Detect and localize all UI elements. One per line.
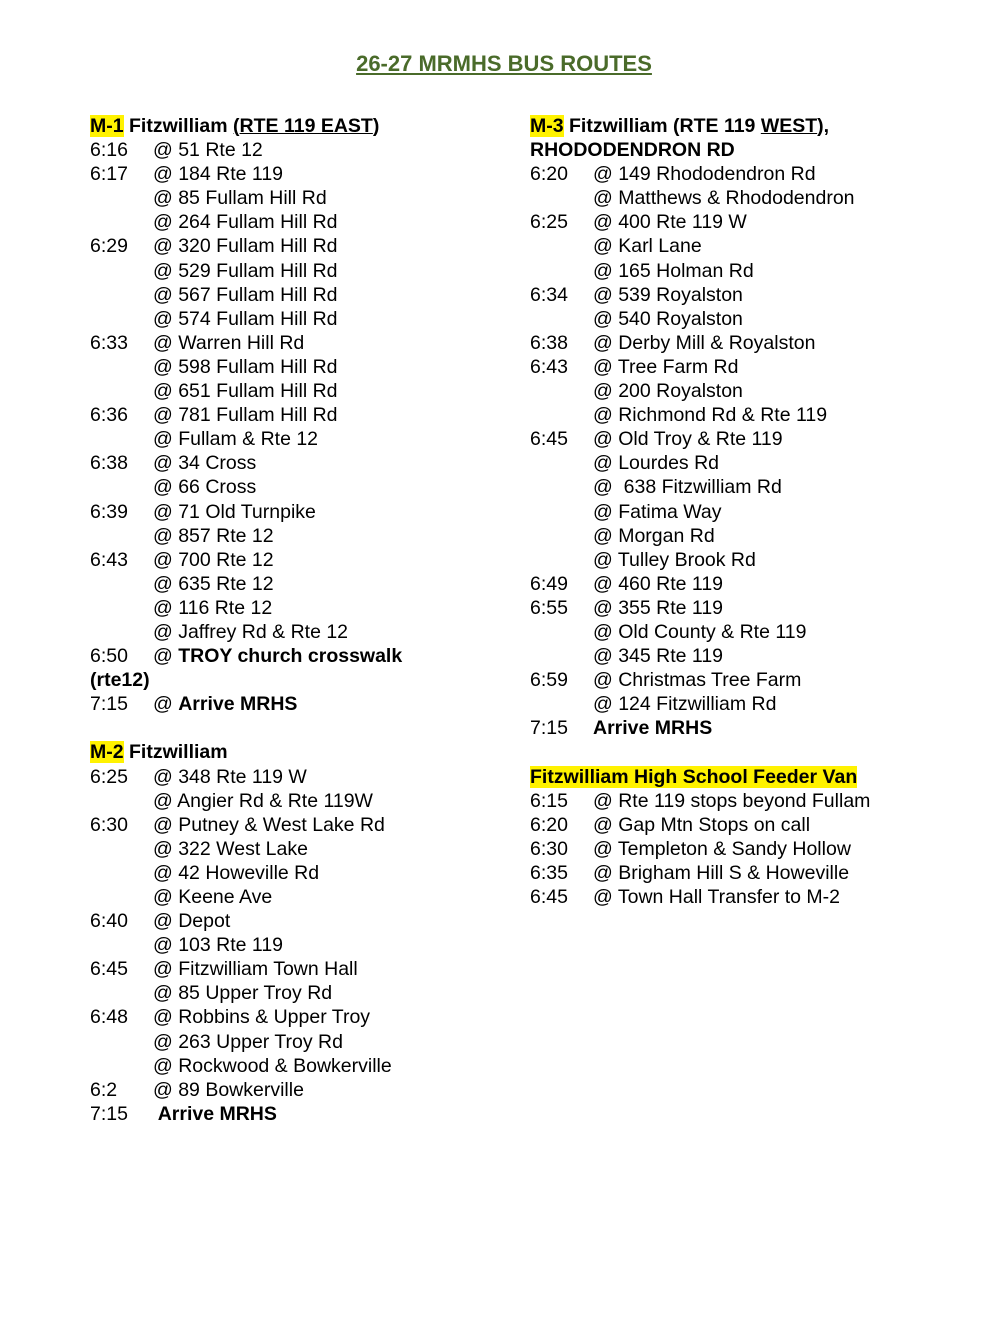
arrival-row <box>530 716 970 740</box>
stop-location: @ 34 Cross <box>153 452 257 475</box>
stop-location: @ 71 Old Turnpike <box>153 500 316 523</box>
stop-time <box>530 548 593 572</box>
stop-location: @ 529 Fullam Hill Rd <box>153 259 338 282</box>
stop-row <box>90 403 510 427</box>
arrival-label: Arrive MRHS <box>178 693 298 716</box>
stop-time <box>90 283 153 307</box>
stop-location: @ Richmond Rd & Rte 119 <box>593 404 828 427</box>
stop-time <box>530 307 593 331</box>
stop-row <box>90 933 510 957</box>
stop-row <box>90 475 510 499</box>
stop-time <box>90 1054 153 1078</box>
stop-time <box>90 789 153 813</box>
arrival-label: Arrive MRHS <box>153 1102 277 1125</box>
stop-time <box>530 234 593 258</box>
stop-row <box>90 620 510 644</box>
stop-row <box>90 861 510 885</box>
route-m3-stops <box>530 162 970 716</box>
stop-row <box>530 307 970 331</box>
stop-location: @ 264 Fullam Hill Rd <box>153 211 338 234</box>
stop-row <box>530 331 970 355</box>
stop-row <box>90 331 510 355</box>
stop-time: 6:25 <box>530 211 568 234</box>
route-m2 <box>90 740 510 1126</box>
stop-row <box>530 837 970 861</box>
stop-row <box>530 644 970 668</box>
stop-row <box>90 813 510 837</box>
route-m1-stops <box>90 138 510 644</box>
stop-time: 6:34 <box>530 283 568 306</box>
stop-location: @ Christmas Tree Farm <box>593 669 802 692</box>
stop-row <box>90 981 510 1005</box>
route-m2-header <box>90 740 510 764</box>
stop-location: @ Tree Farm Rd <box>593 355 739 378</box>
stop-location: @ 567 Fullam Hill Rd <box>153 283 338 306</box>
stop-location: @ 320 Fullam Hill Rd <box>153 235 338 258</box>
stop-location: @ Depot <box>153 910 231 933</box>
route-name: Fitzwilliam <box>129 741 228 764</box>
stop-time: 6:48 <box>90 1006 128 1029</box>
stop-time: 6:15 <box>530 789 568 812</box>
stop-location: @ Lourdes Rd <box>593 452 720 475</box>
arrival-row <box>90 1102 510 1126</box>
stop-time: 6:45 <box>530 428 568 451</box>
stop-time <box>530 620 593 644</box>
route-m1 <box>90 114 510 716</box>
stop-time: 6:30 <box>90 813 128 836</box>
stop-row <box>530 813 970 837</box>
stop-time: 6:38 <box>90 452 128 475</box>
stop-location: @ Morgan Rd <box>593 524 715 547</box>
stop-row <box>530 162 970 186</box>
route-direction: (RTE 119 EAST <box>233 115 373 137</box>
route-code: M-3 <box>530 115 564 137</box>
stop-time <box>90 1030 153 1054</box>
arrival-row: 7:15 @ Arrive MRHS <box>90 693 298 716</box>
stop-row <box>530 355 970 379</box>
stop-time <box>90 307 153 331</box>
stop-time: 6:43 <box>530 355 568 378</box>
stop-row <box>90 1054 510 1078</box>
stop-row <box>530 548 970 572</box>
stop-row <box>530 259 970 283</box>
stop-row <box>530 186 970 210</box>
stop-location: @ 66 Cross <box>153 476 257 499</box>
stop-location: @ 85 Upper Troy Rd <box>153 982 333 1005</box>
stop-location: @ 460 Rte 119 <box>593 572 724 595</box>
stop-time <box>90 620 153 644</box>
stop-row <box>90 234 510 258</box>
stop-row <box>90 162 510 186</box>
stop-row <box>90 1005 510 1029</box>
stop-location: @ Tulley Brook Rd <box>593 548 756 571</box>
stop-row <box>530 861 970 885</box>
stop-row <box>530 427 970 451</box>
stop-time <box>90 572 153 596</box>
stop-row <box>90 909 510 933</box>
stop-time <box>90 355 153 379</box>
stop-location: @ Fitzwilliam Town Hall <box>153 958 358 981</box>
stop-location: @ Gap Mtn Stops on call <box>593 813 811 836</box>
stop-location: @ 638 Fitzwilliam Rd <box>593 476 782 499</box>
stop-location: @ Old County & Rte 119 <box>593 620 807 643</box>
stop-location: @ 263 Upper Troy Rd <box>153 1030 343 1053</box>
stop-location: @ Rockwood & Bowkerville <box>153 1054 392 1077</box>
stop-row <box>530 403 970 427</box>
stop-row <box>530 572 970 596</box>
route-name: Fitzwilliam (RTE 119 <box>569 115 761 137</box>
stop-location: @ Putney & West Lake Rd <box>153 813 385 836</box>
stop-time <box>90 596 153 620</box>
stop-row <box>530 283 970 307</box>
stop-time <box>90 210 153 234</box>
route-m3-header: M-3 Fitzwilliam (RTE 119 WEST), <box>530 115 830 137</box>
stop-row <box>90 427 510 451</box>
stop-row <box>530 692 970 716</box>
stop-location: @ 348 Rte 119 W <box>153 765 307 788</box>
stop-location: @ Old Troy & Rte 119 <box>593 428 783 451</box>
route-name: Fitzwilliam <box>129 115 228 137</box>
stop-row <box>90 548 510 572</box>
stop-row <box>90 572 510 596</box>
stop-row <box>90 307 510 331</box>
stop-time <box>90 427 153 451</box>
stop-row <box>530 524 970 548</box>
stop-location: @ Fatima Way <box>593 500 722 523</box>
stop-continuation: (rte12) <box>90 669 150 692</box>
stop-row <box>90 596 510 620</box>
stop-time: 6:29 <box>90 235 128 258</box>
stop-location: @ Keene Ave <box>153 886 273 908</box>
stop-time: 7:15 <box>530 717 568 740</box>
route-code: M-1 <box>90 115 124 137</box>
stop-location: @ 574 Fullam Hill Rd <box>153 307 338 330</box>
stop-row <box>90 885 510 909</box>
stop-time <box>530 500 593 524</box>
stop-row <box>530 885 970 909</box>
stop-location: @ Templeton & Sandy Hollow <box>593 837 851 860</box>
feeder-van-header <box>530 765 970 789</box>
stop-location: @ 184 Rte 119 <box>153 163 284 186</box>
stop-location: TROY church crosswalk <box>178 645 403 668</box>
stop-time: 6:33 <box>90 331 128 354</box>
stop-row <box>90 186 510 210</box>
stop-row <box>90 524 510 548</box>
stop-row: 6:50 @ TROY church crosswalk <box>90 645 403 668</box>
stop-location: @ 539 Royalston <box>593 283 743 306</box>
stop-location: @ 355 Rte 119 <box>593 596 724 619</box>
stop-time <box>530 259 593 283</box>
stop-row <box>530 234 970 258</box>
stop-time: 6:40 <box>90 910 128 933</box>
stop-location: @ Jaffrey Rd & Rte 12 <box>153 620 349 643</box>
stop-time <box>90 933 153 957</box>
stop-location: @ 200 Royalston <box>593 380 743 403</box>
stop-location: @ Matthews & Rhododendron <box>593 187 855 210</box>
stop-row <box>530 379 970 403</box>
stop-row <box>90 138 510 162</box>
stop-location: @ 635 Rte 12 <box>153 572 274 595</box>
stop-time: 6:2 <box>90 1078 118 1101</box>
stop-time <box>530 644 593 668</box>
stop-location: @ 345 Rte 119 <box>593 645 724 668</box>
stop-location: @ 781 Fullam Hill Rd <box>153 404 338 427</box>
stop-time: 6:39 <box>90 500 128 523</box>
route-m3 <box>530 114 970 740</box>
stop-location: @ Angier Rd & Rte 119W <box>153 789 373 812</box>
stop-row <box>530 789 970 813</box>
stop-time: 6:59 <box>530 669 568 692</box>
stop-time <box>90 259 153 283</box>
stop-row <box>90 789 510 813</box>
stop-time <box>530 186 593 210</box>
stop-time: 6:17 <box>90 163 128 186</box>
stop-location: @ 116 Rte 12 <box>153 596 273 619</box>
stop-time: 6:45 <box>530 886 568 908</box>
stop-location: @ 400 Rte 119 W <box>593 211 747 234</box>
stop-location: @ Brigham Hill S & Howeville <box>593 861 850 884</box>
stop-row <box>530 500 970 524</box>
stop-location: @ 322 West Lake <box>153 837 308 860</box>
stop-row <box>90 1078 510 1102</box>
stop-row <box>530 451 970 475</box>
stop-time <box>530 692 593 716</box>
stop-location: @ Warren Hill Rd <box>153 331 305 354</box>
stop-row <box>90 451 510 475</box>
stop-row <box>90 210 510 234</box>
stop-row <box>90 283 510 307</box>
stop-location: @ 540 Royalston <box>593 307 743 330</box>
stop-time <box>530 403 593 427</box>
stop-location: @ 165 Holman Rd <box>593 259 754 282</box>
feeder-van <box>530 765 970 910</box>
left-column <box>90 114 510 1150</box>
stop-time <box>90 837 153 861</box>
route-direction: WEST <box>760 115 818 137</box>
stop-row <box>90 259 510 283</box>
stop-time: 6:43 <box>90 548 128 571</box>
stop-location: @ 857 Rte 12 <box>153 524 274 547</box>
stop-row <box>90 1030 510 1054</box>
route-m3-subheader: RHODODENDRON RD <box>530 139 735 162</box>
stop-row <box>90 837 510 861</box>
stop-location: @ Derby Mill & Royalston <box>593 331 816 354</box>
stop-time: 6:38 <box>530 331 568 354</box>
stop-location: @ 51 Rte 12 <box>153 139 263 162</box>
stop-time <box>90 524 153 548</box>
stop-location: @ 103 Rte 119 <box>153 934 284 957</box>
stop-time <box>530 475 593 499</box>
stop-time: 6:45 <box>90 958 128 981</box>
stop-row <box>530 475 970 499</box>
stop-time <box>90 861 153 885</box>
stop-time <box>90 475 153 499</box>
stop-time: 6:30 <box>530 837 568 860</box>
stop-row <box>530 210 970 234</box>
stop-row <box>90 355 510 379</box>
stop-row <box>90 500 510 524</box>
stop-location: @ Karl Lane <box>593 235 702 258</box>
stop-time: 6:20 <box>530 813 568 836</box>
right-column <box>530 114 970 933</box>
stop-time <box>90 379 153 403</box>
stop-time <box>90 885 153 909</box>
stop-location: @ Robbins & Upper Troy <box>153 1006 371 1029</box>
stop-location: @ 85 Fullam Hill Rd <box>153 187 327 210</box>
stop-row <box>530 620 970 644</box>
feeder-van-stops <box>530 789 970 909</box>
route-m2-stops <box>90 765 510 1102</box>
stop-row <box>530 668 970 692</box>
stop-time: 6:25 <box>90 765 128 788</box>
stop-time: 6:35 <box>530 861 568 884</box>
stop-time <box>90 981 153 1005</box>
stop-location: @ 89 Bowkerville <box>153 1078 304 1101</box>
stop-time: 7:15 <box>90 1102 128 1125</box>
stop-location: @ 651 Fullam Hill Rd <box>153 380 338 403</box>
stop-time <box>530 379 593 403</box>
stop-location: @ 149 Rhododendron Rd <box>593 163 816 186</box>
arrival-label: Arrive MRHS <box>593 717 713 740</box>
stop-row <box>90 379 510 403</box>
stop-time <box>530 451 593 475</box>
stop-location: @ Town Hall Transfer to M-2 <box>593 886 841 908</box>
stop-row <box>90 957 510 981</box>
stop-time <box>530 524 593 548</box>
stop-time: 6:36 <box>90 404 128 427</box>
stop-time: 6:55 <box>530 596 568 619</box>
stop-time: 6:50 <box>90 645 128 668</box>
stop-location: @ 42 Howeville Rd <box>153 861 320 884</box>
stop-location: @ 598 Fullam Hill Rd <box>153 355 338 378</box>
stop-location: @ Fullam & Rte 12 <box>153 428 319 451</box>
route-code: M-2 <box>90 741 124 764</box>
stop-row <box>90 765 510 789</box>
stop-location: @ 700 Rte 12 <box>153 548 274 571</box>
stop-time: 7:15 <box>90 693 128 716</box>
stop-row <box>530 596 970 620</box>
stop-location: @ Rte 119 stops beyond Fullam <box>593 789 871 812</box>
page-title: 26-27 MRMHS BUS ROUTES <box>356 51 652 76</box>
route-m1-header: M-1 Fitzwilliam (RTE 119 EAST) <box>90 115 380 137</box>
stop-location: @ 124 Fitzwilliam Rd <box>593 693 777 716</box>
stop-time: 6:49 <box>530 572 568 595</box>
stop-time: 6:16 <box>90 139 128 162</box>
feeder-van-title: Fitzwilliam High School Feeder Van <box>530 765 858 788</box>
stop-time <box>90 186 153 210</box>
stop-time: 6:20 <box>530 163 568 186</box>
